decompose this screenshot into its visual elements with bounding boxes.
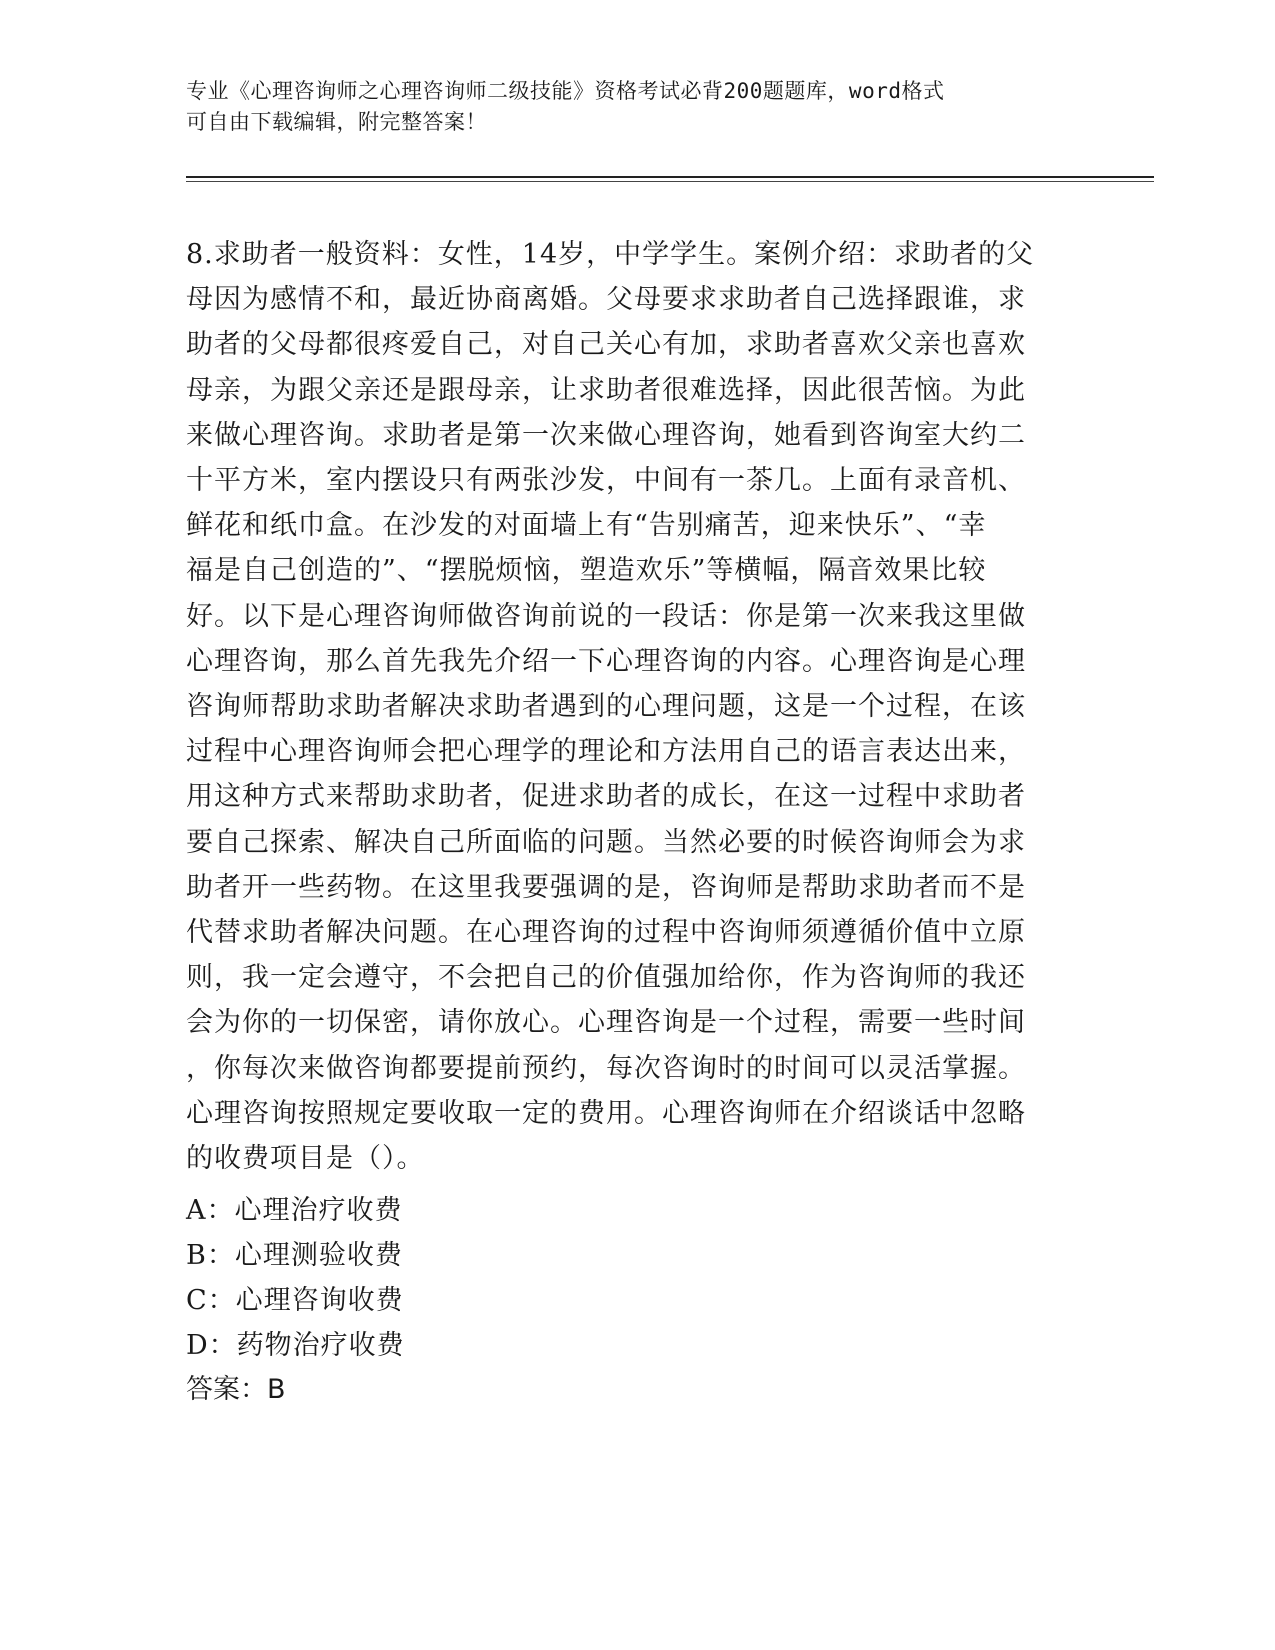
question-line: 咨询师帮助求助者解决求助者遇到的心理问题，这是一个过程，在该 [186, 691, 1026, 723]
question-line: 母亲，为跟父亲还是跟母亲，让求助者很难选择，因此很苦恼。为此 [186, 374, 1026, 406]
question-line: 鲜花和纸巾盒。在沙发的对面墙上有“告别痛苦，迎来快乐”、“幸 [186, 510, 987, 542]
question-line: 则，我一定会遵守，不会把自己的价值强加给你，作为咨询师的我还 [186, 962, 1026, 994]
answer-key: 答案：B [186, 1374, 286, 1405]
question-line: 心理咨询按照规定要收取一定的费用。心理咨询师在介绍谈话中忽略 [186, 1097, 1026, 1129]
question-line: ，你每次来做咨询都要提前预约，每次咨询时的时间可以灵活掌握。 [186, 1052, 1026, 1084]
question-line: 母因为感情不和，最近协商离婚。父母要求求助者自己选择跟谁，求 [186, 284, 1026, 316]
question-line: 要自己探索、解决自己所面临的问题。当然必要的时候咨询师会为求 [186, 826, 1026, 858]
question-line: 来做心理咨询。求助者是第一次来做心理咨询，她看到咨询室大约二 [186, 419, 1026, 451]
question-line: 福是自己创造的”、“摆脱烦恼，塑造欢乐”等横幅，隔音效果比较 [186, 555, 987, 587]
option-a: A：心理治疗收费 [186, 1195, 403, 1226]
header-divider-thick [186, 176, 1154, 178]
question-line: 8.求助者一般资料：女性，14岁，中学学生。案例介绍：求助者的父 [186, 239, 1035, 270]
header-line-1: 专业《心理咨询师之心理咨询师二级技能》资格考试必背200题题库，word格式 [186, 79, 945, 103]
question-line: 过程中心理咨询师会把心理学的理论和方法用自己的语言表达出来， [186, 736, 1026, 768]
question-text [186, 232, 1066, 1181]
question-line: 会为你的一切保密，请你放心。心理咨询是一个过程，需要一些时间 [186, 1007, 1026, 1039]
question-line: 十平方米，室内摆设只有两张沙发，中间有一茶几。上面有录音机、 [186, 465, 1026, 497]
header-line-2: 可自由下载编辑，附完整答案！ [186, 110, 487, 134]
question-line: 心理咨询，那么首先我先介绍一下心理咨询的内容。心理咨询是心理 [186, 645, 1026, 677]
option-c: C：心理咨询收费 [186, 1285, 404, 1316]
question-line: 助者的父母都很疼爱自己，对自己关心有加，求助者喜欢父亲也喜欢 [186, 329, 1026, 361]
question-line: 助者开一些药物。在这里我要强调的是，咨询师是帮助求助者而不是 [186, 871, 1026, 903]
option-b: B：心理测验收费 [186, 1240, 403, 1271]
header-divider-thin [186, 181, 1154, 182]
question-line: 的收费项目是（）。 [186, 1143, 425, 1175]
question-line: 代替求助者解决问题。在心理咨询的过程中咨询师须遵循价值中立原 [186, 917, 1026, 949]
document-header [186, 76, 1066, 138]
option-d: D：药物治疗收费 [186, 1330, 405, 1361]
question-line: 好。以下是心理咨询师做咨询前说的一段话：你是第一次来我这里做 [186, 600, 1026, 632]
answer-options [186, 1188, 405, 1368]
question-line: 用这种方式来帮助求助者，促进求助者的成长，在这一过程中求助者 [186, 781, 1026, 813]
